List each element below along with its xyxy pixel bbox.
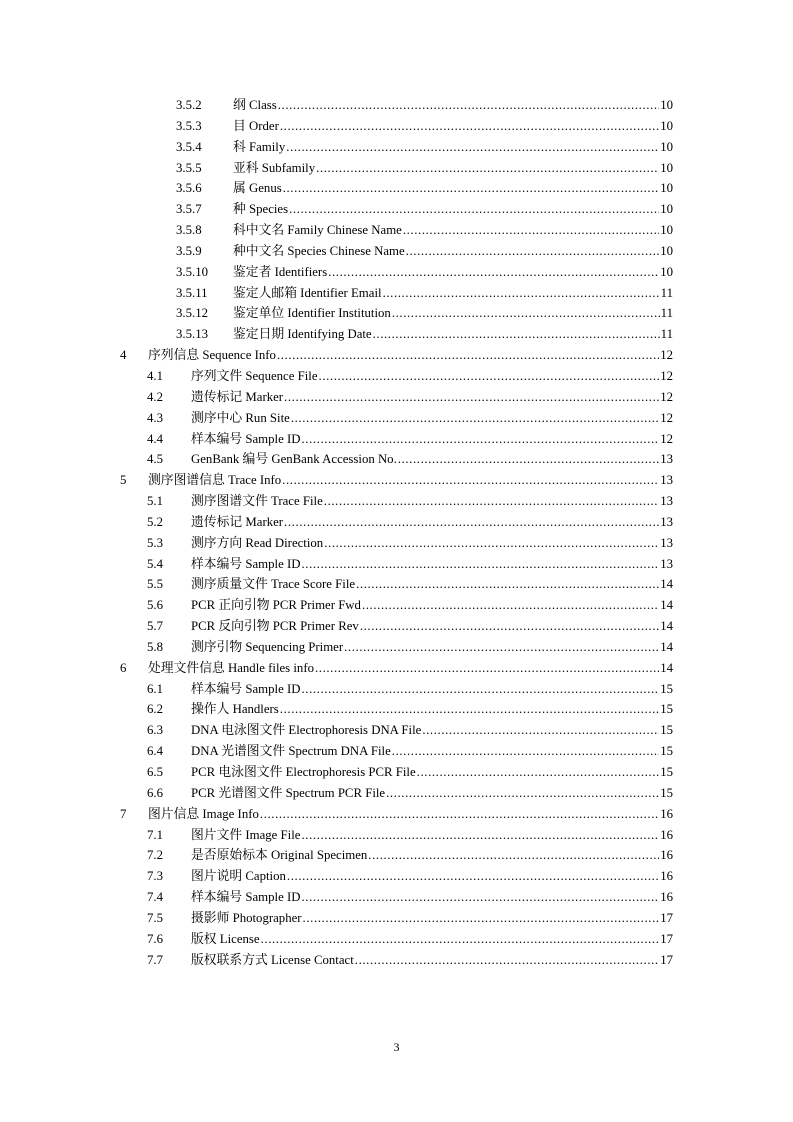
toc-entry[interactable] bbox=[0, 699, 793, 720]
toc-entry-title: 操作人 Handlers bbox=[191, 702, 279, 717]
toc-entry-number: 3.5.6 bbox=[176, 181, 202, 196]
dot-leader bbox=[277, 345, 659, 366]
toc-entry[interactable] bbox=[0, 845, 793, 866]
toc-entry[interactable] bbox=[0, 720, 793, 741]
toc-entry-page: 15 bbox=[660, 785, 673, 800]
toc-entry-line bbox=[191, 491, 673, 512]
toc-entry[interactable] bbox=[0, 595, 793, 616]
toc-entry-page: 14 bbox=[660, 660, 673, 675]
dot-leader bbox=[356, 574, 659, 595]
toc-entry-title: 样本编号 Sample ID bbox=[191, 681, 301, 696]
toc-entry-page: 15 bbox=[660, 723, 673, 738]
toc-entry[interactable] bbox=[0, 137, 793, 158]
dot-leader bbox=[316, 158, 659, 179]
toc-entry-page: 10 bbox=[660, 202, 673, 217]
toc-entry-title: PCR 光谱图文件 Spectrum PCR File bbox=[191, 785, 386, 800]
toc-entry-title: PCR 电泳图文件 Electrophoresis PCR File bbox=[191, 765, 416, 779]
toc-entry-number: 4.1 bbox=[147, 368, 163, 383]
dot-leader bbox=[355, 950, 659, 971]
toc-entry-line bbox=[191, 679, 673, 700]
dot-leader bbox=[368, 845, 659, 866]
dot-leader bbox=[261, 929, 660, 950]
dot-leader bbox=[417, 762, 660, 783]
toc-entry-line bbox=[191, 554, 673, 575]
toc-entry-line bbox=[191, 845, 673, 866]
toc-entry-line bbox=[233, 262, 673, 283]
toc-entry-number: 6.3 bbox=[147, 723, 163, 738]
toc-entry-title: 属 Genus bbox=[233, 181, 282, 196]
toc-entry-number: 6.5 bbox=[147, 765, 163, 779]
toc-entry-line bbox=[191, 887, 673, 908]
toc-entry[interactable] bbox=[0, 116, 793, 137]
toc-entry-page: 10 bbox=[660, 264, 673, 279]
table-of-contents bbox=[0, 95, 793, 970]
toc-entry-line bbox=[191, 595, 673, 616]
toc-entry[interactable] bbox=[0, 491, 793, 512]
toc-entry[interactable] bbox=[0, 950, 793, 971]
dot-leader bbox=[282, 470, 659, 491]
toc-entry-title: PCR 正向引物 PCR Primer Fwd bbox=[191, 598, 361, 613]
dot-leader bbox=[383, 283, 660, 304]
toc-entry-number: 5.5 bbox=[147, 577, 163, 592]
toc-entry-title: PCR 反向引物 PCR Primer Rev bbox=[191, 619, 359, 634]
dot-leader bbox=[284, 387, 659, 408]
dot-leader bbox=[284, 512, 659, 533]
dot-leader bbox=[280, 699, 659, 720]
toc-entry-line bbox=[191, 533, 673, 554]
toc-entry-line bbox=[191, 762, 673, 783]
dot-leader bbox=[301, 887, 659, 908]
toc-entry[interactable] bbox=[0, 470, 793, 491]
toc-entry[interactable] bbox=[0, 637, 793, 658]
toc-entry-title: 遗传标记 Marker bbox=[191, 389, 284, 404]
toc-entry[interactable] bbox=[0, 262, 793, 283]
dot-leader bbox=[287, 866, 659, 887]
toc-entry-line bbox=[191, 574, 673, 595]
toc-entry-line bbox=[233, 283, 673, 304]
dot-leader bbox=[403, 220, 659, 241]
toc-entry-line bbox=[148, 470, 673, 491]
toc-entry-number: 5.1 bbox=[147, 494, 163, 509]
toc-entry-line bbox=[148, 804, 673, 825]
toc-entry[interactable] bbox=[0, 554, 793, 575]
toc-entry-page: 14 bbox=[660, 639, 673, 654]
toc-entry-page: 10 bbox=[660, 181, 673, 196]
toc-entry-line bbox=[233, 199, 673, 220]
dot-leader bbox=[422, 720, 659, 741]
toc-entry-line bbox=[233, 116, 673, 137]
toc-entry-title: 测序质量文件 Trace Score File bbox=[191, 577, 356, 592]
toc-entry-title: 种中文名 Species Chinese Name bbox=[233, 243, 405, 258]
toc-entry-title: 鉴定单位 Identifier Institution bbox=[233, 306, 391, 321]
toc-entry[interactable] bbox=[0, 887, 793, 908]
toc-entry-number: 3.5.2 bbox=[176, 98, 202, 112]
toc-entry-line bbox=[191, 408, 673, 429]
toc-entry-page: 13 bbox=[660, 494, 673, 509]
toc-entry-page: 15 bbox=[660, 681, 673, 696]
toc-entry[interactable] bbox=[0, 762, 793, 783]
toc-entry-line bbox=[191, 449, 673, 470]
toc-entry[interactable] bbox=[0, 283, 793, 304]
toc-entry-number: 4 bbox=[120, 348, 127, 363]
toc-entry-title: 测序图谱信息 Trace Info bbox=[148, 473, 282, 488]
toc-entry-page: 16 bbox=[660, 806, 673, 821]
toc-entry-number: 3.5.10 bbox=[176, 264, 208, 279]
toc-entry-number: 3.5.8 bbox=[176, 223, 202, 238]
dot-leader bbox=[303, 908, 660, 929]
toc-entry-page: 15 bbox=[660, 744, 673, 759]
toc-entry-line bbox=[148, 658, 673, 679]
toc-entry-line bbox=[191, 783, 673, 804]
toc-entry-title: DNA 光谱图文件 Spectrum DNA File bbox=[191, 744, 391, 759]
toc-entry[interactable] bbox=[0, 324, 793, 345]
toc-entry-line bbox=[233, 158, 673, 179]
toc-entry-title: 图片说明 Caption bbox=[191, 869, 286, 884]
dot-leader bbox=[289, 199, 659, 220]
toc-entry[interactable] bbox=[0, 241, 793, 262]
dot-leader bbox=[301, 679, 659, 700]
toc-entry-page: 16 bbox=[660, 848, 673, 863]
toc-entry-number: 5.3 bbox=[147, 535, 163, 550]
toc-entry-page: 10 bbox=[660, 98, 673, 112]
dot-leader bbox=[260, 804, 659, 825]
toc-entry[interactable] bbox=[0, 220, 793, 241]
toc-entry[interactable] bbox=[0, 366, 793, 387]
toc-entry-title: 亚科 Subfamily bbox=[233, 160, 316, 175]
toc-entry-title: 种 Species bbox=[233, 202, 289, 217]
toc-entry-page: 10 bbox=[660, 223, 673, 238]
toc-entry-title: 测序图谱文件 Trace File bbox=[191, 494, 323, 509]
toc-entry-number: 3.5.7 bbox=[176, 202, 202, 217]
dot-leader bbox=[301, 825, 659, 846]
toc-entry-page: 13 bbox=[660, 473, 673, 488]
toc-entry-number: 4.5 bbox=[147, 452, 163, 467]
toc-entry-page: 10 bbox=[660, 139, 673, 154]
toc-entry-number: 5.6 bbox=[147, 598, 163, 613]
dot-leader bbox=[360, 616, 659, 637]
dot-leader bbox=[362, 595, 659, 616]
toc-entry-number: 5.4 bbox=[147, 556, 163, 571]
dot-leader bbox=[386, 783, 659, 804]
toc-entry[interactable] bbox=[0, 825, 793, 846]
toc-entry-line bbox=[191, 616, 673, 637]
toc-entry-number: 7.6 bbox=[147, 931, 163, 946]
toc-entry-page: 10 bbox=[660, 243, 673, 258]
toc-entry-page: 12 bbox=[660, 368, 673, 383]
toc-entry[interactable] bbox=[0, 178, 793, 199]
toc-entry-number: 4.2 bbox=[147, 389, 163, 404]
toc-entry-number: 3.5.13 bbox=[176, 327, 208, 342]
dot-leader bbox=[344, 637, 659, 658]
toc-entry-title: 摄影师 Photographer bbox=[191, 910, 302, 925]
toc-entry-page: 13 bbox=[660, 556, 673, 571]
toc-entry[interactable] bbox=[0, 866, 793, 887]
toc-entry[interactable] bbox=[0, 303, 793, 324]
toc-entry-number: 3.5.4 bbox=[176, 139, 202, 154]
toc-entry-page: 10 bbox=[660, 118, 673, 133]
toc-entry-line bbox=[191, 720, 673, 741]
toc-entry-page: 17 bbox=[660, 910, 673, 925]
toc-entry-title: 遗传标记 Marker bbox=[191, 514, 284, 529]
toc-entry-line bbox=[233, 220, 673, 241]
toc-entry[interactable] bbox=[0, 741, 793, 762]
toc-entry-title: 是否原始标本 Original Specimen bbox=[191, 848, 368, 863]
toc-entry-page: 17 bbox=[660, 952, 673, 967]
toc-entry-title: 鉴定者 Identifiers bbox=[233, 264, 328, 279]
toc-entry-line bbox=[191, 950, 673, 971]
page-number: 3 bbox=[393, 1040, 400, 1054]
toc-entry[interactable] bbox=[0, 345, 793, 366]
toc-entry-page: 10 bbox=[660, 160, 673, 175]
toc-entry-title: 测序中心 Run Site bbox=[191, 410, 290, 425]
toc-entry-title: 图片文件 Image File bbox=[191, 827, 301, 842]
toc-entry-number: 5.2 bbox=[147, 514, 163, 529]
toc-entry-title: 版权 License bbox=[191, 931, 260, 946]
toc-entry-page: 12 bbox=[660, 389, 673, 404]
toc-entry-page: 13 bbox=[660, 452, 673, 467]
dot-leader bbox=[286, 137, 659, 158]
toc-entry-title: 目 Order bbox=[233, 118, 279, 133]
toc-entry-number: 7.5 bbox=[147, 910, 163, 925]
toc-entry-line bbox=[191, 366, 673, 387]
toc-entry-number: 5.7 bbox=[147, 619, 163, 634]
toc-entry[interactable] bbox=[0, 658, 793, 679]
toc-entry[interactable] bbox=[0, 512, 793, 533]
toc-entry-line bbox=[233, 178, 673, 199]
toc-entry-page: 15 bbox=[660, 765, 673, 779]
toc-entry-number: 3.5.9 bbox=[176, 243, 202, 258]
toc-entry-page: 12 bbox=[660, 431, 673, 446]
toc-entry-number: 7.7 bbox=[147, 952, 163, 967]
toc-entry-page: 12 bbox=[660, 410, 673, 425]
toc-entry-title: 科 Family bbox=[233, 139, 286, 154]
toc-entry-title: 图片信息 Image Info bbox=[148, 806, 259, 821]
toc-entry[interactable] bbox=[0, 387, 793, 408]
toc-entry-title: GenBank 编号 GenBank Accession No. bbox=[191, 452, 397, 467]
toc-entry[interactable] bbox=[0, 533, 793, 554]
toc-entry[interactable] bbox=[0, 158, 793, 179]
toc-entry-title: 序列文件 Sequence File bbox=[191, 368, 318, 383]
toc-entry-number: 5.8 bbox=[147, 639, 163, 654]
toc-entry[interactable] bbox=[0, 783, 793, 804]
toc-entry-number: 7.1 bbox=[147, 827, 163, 842]
toc-entry[interactable] bbox=[0, 408, 793, 429]
toc-entry-title: 序列信息 Sequence Info bbox=[148, 348, 276, 363]
dot-leader bbox=[324, 533, 659, 554]
toc-entry-title: 测序方向 Read Direction bbox=[191, 535, 324, 550]
toc-entry-page: 15 bbox=[660, 702, 673, 717]
toc-entry-line bbox=[233, 241, 673, 262]
toc-entry[interactable] bbox=[0, 616, 793, 637]
toc-entry-number: 6.6 bbox=[147, 785, 163, 800]
toc-entry-title: 处理文件信息 Handle files info bbox=[148, 660, 314, 675]
toc-entry[interactable] bbox=[0, 574, 793, 595]
toc-entry[interactable] bbox=[0, 199, 793, 220]
toc-entry-page: 16 bbox=[660, 869, 673, 884]
toc-entry-page: 16 bbox=[660, 890, 673, 905]
dot-leader bbox=[373, 324, 660, 345]
toc-entry-title: 版权联系方式 License Contact bbox=[191, 952, 354, 967]
toc-entry-line bbox=[233, 303, 673, 324]
toc-entry-page: 13 bbox=[660, 535, 673, 550]
toc-entry-number: 6.1 bbox=[147, 681, 163, 696]
toc-entry-title: 测序引物 Sequencing Primer bbox=[191, 639, 344, 654]
toc-entry-title: 科中文名 Family Chinese Name bbox=[233, 223, 402, 238]
toc-entry-line bbox=[191, 908, 673, 929]
toc-entry-number: 6 bbox=[120, 660, 127, 675]
toc-entry[interactable] bbox=[0, 908, 793, 929]
toc-entry-number: 6.4 bbox=[147, 744, 163, 759]
toc-entry-number: 7.4 bbox=[147, 890, 163, 905]
dot-leader bbox=[398, 449, 659, 470]
toc-entry-title: 样本编号 Sample ID bbox=[191, 431, 301, 446]
toc-entry-line bbox=[191, 866, 673, 887]
toc-entry-line bbox=[191, 825, 673, 846]
dot-leader bbox=[291, 408, 659, 429]
dot-leader bbox=[328, 262, 659, 283]
toc-entry[interactable] bbox=[0, 804, 793, 825]
toc-entry-title: 鉴定人邮箱 Identifier Email bbox=[233, 285, 382, 300]
toc-entry-page: 17 bbox=[660, 931, 673, 946]
toc-entry-number: 7 bbox=[120, 806, 127, 821]
dot-leader bbox=[319, 366, 660, 387]
dot-leader bbox=[280, 116, 659, 137]
dot-leader bbox=[392, 303, 660, 324]
toc-entry-line bbox=[191, 512, 673, 533]
toc-entry-line bbox=[191, 637, 673, 658]
toc-entry-line bbox=[148, 345, 673, 366]
toc-entry-page: 14 bbox=[660, 619, 673, 634]
toc-entry[interactable] bbox=[0, 929, 793, 950]
toc-entry[interactable] bbox=[0, 449, 793, 470]
toc-entry[interactable] bbox=[0, 429, 793, 450]
toc-entry-page: 14 bbox=[660, 598, 673, 613]
dot-leader bbox=[283, 178, 660, 199]
toc-entry-number: 3.5.5 bbox=[176, 160, 202, 175]
toc-entry-line bbox=[233, 95, 673, 116]
toc-entry-number: 3.5.3 bbox=[176, 118, 202, 133]
dot-leader bbox=[406, 241, 660, 262]
toc-entry-line bbox=[233, 324, 673, 345]
toc-entry-title: 鉴定日期 Identifying Date bbox=[233, 327, 372, 342]
toc-entry-line bbox=[191, 741, 673, 762]
dot-leader bbox=[392, 741, 659, 762]
toc-entry-line bbox=[191, 387, 673, 408]
toc-entry-line bbox=[191, 699, 673, 720]
toc-entry-page: 11 bbox=[660, 327, 673, 342]
dot-leader bbox=[278, 95, 659, 116]
toc-entry-line bbox=[191, 429, 673, 450]
toc-entry-number: 5 bbox=[120, 473, 127, 488]
toc-entry-page: 11 bbox=[660, 306, 673, 321]
toc-entry-page: 16 bbox=[660, 827, 673, 842]
toc-entry-page: 11 bbox=[660, 285, 673, 300]
toc-entry-number: 6.2 bbox=[147, 702, 163, 717]
dot-leader bbox=[301, 554, 659, 575]
toc-entry-title: 样本编号 Sample ID bbox=[191, 890, 301, 905]
toc-entry-number: 4.4 bbox=[147, 431, 163, 446]
toc-entry[interactable] bbox=[0, 95, 793, 116]
dot-leader bbox=[324, 491, 659, 512]
toc-entry-number: 7.3 bbox=[147, 869, 163, 884]
toc-entry-number: 7.2 bbox=[147, 848, 163, 863]
toc-entry-number: 3.5.11 bbox=[176, 285, 208, 300]
toc-entry[interactable] bbox=[0, 679, 793, 700]
toc-entry-number: 4.3 bbox=[147, 410, 163, 425]
toc-entry-page: 12 bbox=[660, 348, 673, 363]
dot-leader bbox=[315, 658, 659, 679]
toc-entry-title: 纲 Class bbox=[233, 98, 277, 112]
toc-entry-line bbox=[191, 929, 673, 950]
toc-entry-page: 14 bbox=[660, 577, 673, 592]
toc-entry-number: 3.5.12 bbox=[176, 306, 208, 321]
dot-leader bbox=[301, 429, 659, 450]
toc-entry-title: 样本编号 Sample ID bbox=[191, 556, 301, 571]
toc-entry-page: 13 bbox=[660, 514, 673, 529]
toc-entry-title: DNA 电泳图文件 Electrophoresis DNA File bbox=[191, 723, 422, 738]
toc-entry-line bbox=[233, 137, 673, 158]
